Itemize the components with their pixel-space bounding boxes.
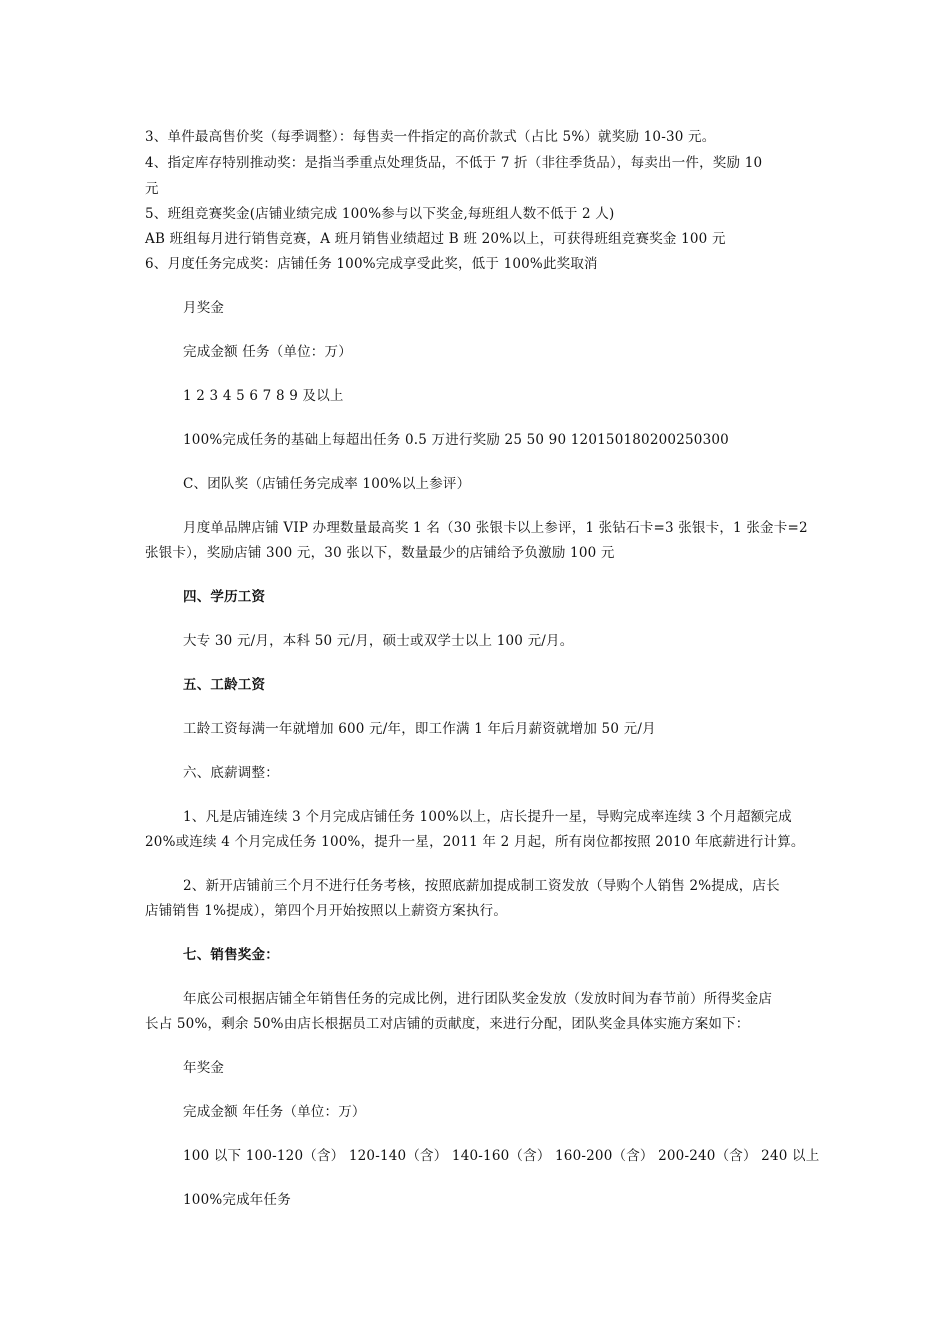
section-heading: 五、工龄工资 [183,677,266,693]
paragraph-line: 完成金额 年任务（单位：万） [183,1104,366,1120]
paragraph-line: 1 2 3 4 5 6 7 8 9 及以上 [183,388,344,404]
section-label: 年奖金 [183,1060,225,1076]
paragraph-line: 完成金额 任务（单位：万） [183,344,352,360]
section-heading: 六、底薪调整： [183,765,279,781]
paragraph-line: 3、单件最高售价奖（每季调整）：每售卖一件指定的高价款式（占比 5%）就奖励 10-30 元。 [145,129,716,145]
paragraph-line: 元 [145,181,159,197]
paragraph-line: C、团队奖（店铺任务完成率 100%以上参评） [183,476,471,492]
paragraph-line: 100%完成年任务 [183,1192,291,1208]
paragraph-line: 大专 30 元/月，本科 50 元/月，硕士或双学士以上 100 元/月。 [183,633,574,649]
paragraph-line: 工龄工资每满一年就增加 600 元/年，即工作满 1 年后月薪资就增加 50 元/月 [183,721,656,737]
paragraph-line: 4、指定库存特别推动奖：是指当季重点处理货品，不低于 7 折（非往季货品），每卖出一件，奖励 10 [145,155,763,171]
paragraph-line: 100%完成任务的基础上每超出任务 0.5 万进行奖励 25 50 90 120150180200250300 [183,432,729,448]
paragraph-line: 20%或连续 4 个月完成任务 100%，提升一星，2011 年 2 月起，所有岗位都按照 2010 年底薪进行计算。 [145,834,805,850]
paragraph-line: 年底公司根据店铺全年销售任务的完成比例，进行团队奖金发放（发放时间为春节前）所得奖金店 [183,991,773,1007]
section-label: 月奖金 [183,300,225,316]
section-heading: 七、销售奖金： [183,947,279,963]
paragraph-line: 2、新开店铺前三个月不进行任务考核，按照底薪加提成制工资发放（导购个人销售 2%提成，店长 [183,878,780,894]
paragraph-line: AB 班组每月进行销售竞赛，A 班月销售业绩超过 B 班 20%以上，可获得班组竞赛奖金 100 元 [145,231,726,247]
paragraph-line: 月度单品牌店铺 VIP 办理数量最高奖 1 名（30 张银卡以上参评，1 张钻石卡=3 张银卡，1 张金卡=2 [183,520,808,536]
section-heading: 四、学历工资 [183,589,266,605]
paragraph-line: 店铺销售 1%提成），第四个月开始按照以上薪资方案执行。 [145,903,508,919]
paragraph-line: 5、班组竞赛奖金(店铺业绩完成 100%参与以下奖金,每班组人数不低于 2 人) [145,206,615,222]
paragraph-line: 6、月度任务完成奖：店铺任务 100%完成享受此奖，低于 100%此奖取消 [145,256,598,272]
paragraph-line: 100 以下 100-120（含） 120-140（含） 140-160（含） 160-200（含） 200-240（含） 240 以上 [183,1148,820,1164]
paragraph-line: 张银卡），奖励店铺 300 元，30 张以下，数量最少的店铺给予负激励 100 元 [145,545,615,561]
paragraph-line: 长占 50%，剩余 50%由店长根据员工对店铺的贡献度，来进行分配，团队奖金具体实施方案如下： [145,1016,750,1032]
paragraph-line: 1、凡是店铺连续 3 个月完成店铺任务 100%以上，店长提升一星，导购完成率连续 3 个月超额完成 [183,809,792,825]
